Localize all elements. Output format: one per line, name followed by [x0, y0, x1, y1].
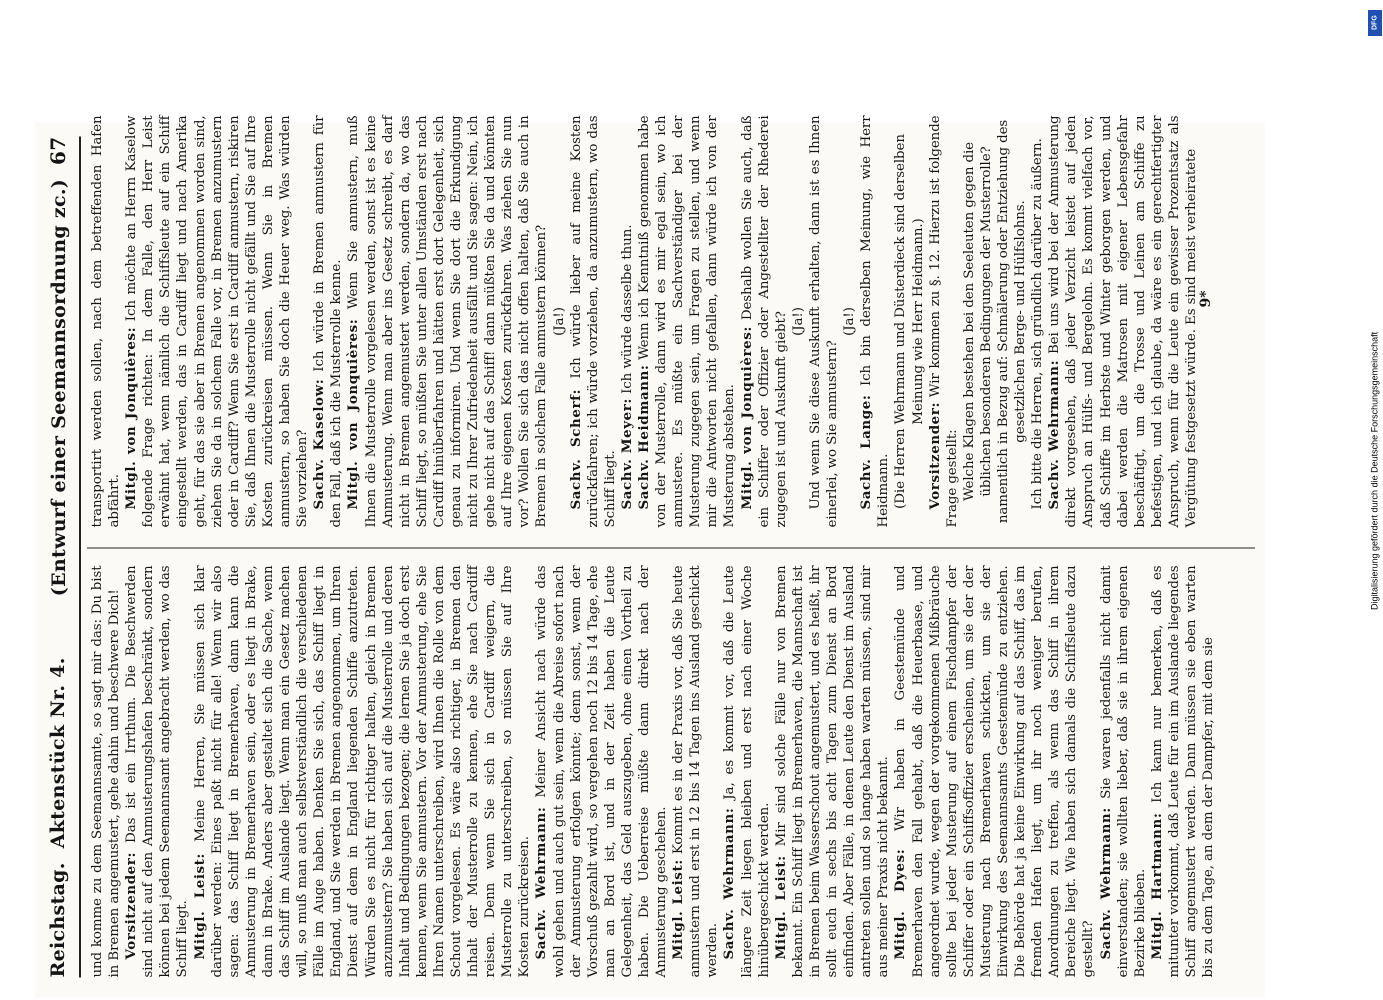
paragraph-text: Ich würde dasselbe thun.	[619, 224, 635, 399]
paragraph-text: Das ist ein Irrthum. Die Beschwerden sind nicht auf den Anmusterungshafen beschränkt, sondern können bei jedem Seemannsamt angebracht werden, wo das Schiff liegt.	[124, 565, 191, 978]
paragraph-text: Ich würde lieber auf meine Kosten zurückfahren; ich würde vorziehen, da anzumustern, wo das Schiff liegt.	[568, 115, 618, 528]
speaker-name: Mitgl. Leist:	[191, 853, 208, 960]
paragraph	[773, 566, 893, 978]
paragraph	[961, 116, 1029, 528]
paragraph-text: Wir kommen zu §. 12. Hierzu ist folgende Frage gestellt:	[927, 115, 960, 528]
page-number: 67	[46, 136, 70, 165]
credit-text: Digitalisierung gefördert durch die Deutsche Forschungsgemeinschaft	[1369, 331, 1380, 610]
header-left-title: Reichstag.	[47, 862, 69, 978]
paragraph	[807, 116, 841, 528]
paragraph-text: (Die Herren Wehrmann und Düsterdieck sind derselben Meinung wie Herr Heidmann.)	[893, 134, 926, 509]
speaker-name: Sachv. Wehrmann:	[1046, 359, 1063, 510]
paragraph-text: Ich bitte die Herren, sich gründlich darüber zu äußern.	[1030, 138, 1046, 510]
paragraph-text: (Ja!)	[790, 307, 806, 336]
paragraph-text: Meine Herren, Sie müssen sich klar darüber werden: Eines paßt nicht für alle! Wenn wir also sagen: das Schiff liegt in Bremerhaven, dann kann die Anmusterung in Bremerhaven sein, oder es liegt in Brake, dann in Brake. Anders aber gestaltet sich die Sache, wenn das Schiff im Auslande liegt. Wenn man ein Gesetz machen will, so muß man auch selbstverständlich die verschiedenen Fälle im Auge haben. Denken Sie sich, das Schiff liegt in England, und Sie werden in Bremen angenommen, um Ihren Dienst auf dem in England liegenden Schiffe anzutreten. Würden Sie es nicht für richtiger halten, gleich in Bremen anzumustern? Sie haben sich auf die Musterrolle und deren Inhalt und Bedingungen bezogen; die lernen Sie ja doch erst kennen, wenn Sie anmustern. Vor der Anmusterung, ehe Sie Ihren Namen unterschreiben, wird Ihnen die Rolle von dem Schout vorgelesen. Es wäre also richtiger, in Bremen den Inhalt der Musterrolle zu kennen, ehe Sie nach Cardiff reisen. Denn wenn Sie sich in Cardiff weigern, die Musterrolle zu unterschreiben, so müssen Sie auf Ihre Kosten zurückreisen.	[192, 565, 533, 978]
paragraph-text: Sie waren jedenfalls nicht damit einverstanden; sie wollten lieber, daß sie in ihrem eigenen Bezirke blieben.	[1098, 565, 1148, 978]
credit-strip	[1368, 0, 1383, 1000]
page-header	[41, 137, 75, 978]
paragraph-text: Ich möchte an Herrn Kaselow folgende Frage richten: In dem Falle, den Herr Leist erwähnt hat, wenn nämlich die Schiffsleute auf ein Schiff eingestellt werden, das in Cardiff liegt und nach Amerika geht, für das sie aber in Bremen angenommen worden sind, ziehen Sie da in solchem Falle vor, in Bremen anzumustern oder in Cardiff? Wenn Sie erst in Cardiff anmustern, riskiren Sie, daß Ihnen die Musterrolle nicht gefällt und Sie auf Ihre Kosten zurückreisen müssen. Wenn Sie in Bremen anmustern, so haben Sie doch die Heuer weg. Was würden Sie vorziehen?	[124, 115, 311, 528]
paragraph-text: Ich bin derselben Meinung, wie Herr Heidmann.	[859, 115, 892, 528]
speaker-name: Mitgl. Leist:	[670, 859, 687, 960]
paragraph-text: Und wenn Sie diese Auskunft erhalten, dann ist es Ihnen einerlei, wo Sie anmustern?	[807, 115, 841, 528]
paragraph	[123, 116, 311, 528]
left-column	[89, 566, 1217, 978]
paragraph	[192, 566, 534, 978]
paragraph	[551, 116, 568, 528]
paragraph	[927, 116, 961, 528]
speaker-name: Sachv. Scherf:	[567, 388, 584, 510]
paragraph	[533, 566, 670, 978]
paragraph	[345, 116, 550, 528]
paragraph	[311, 116, 345, 528]
paragraph	[739, 116, 790, 528]
speaker-name: Sachv. Wehrmann:	[721, 807, 738, 960]
paragraph-text: Kommt es in der Praxis vor, daß Sie heute anmustern und erst in 12 bis 14 Tagen ins Ausland geschickt werden.	[671, 565, 721, 978]
paragraph-text: Deshalb wollen Sie auch, daß ein Schiffer oder Offizier oder Angestellter der Rhederei zugegen ist und Auskunft giebt?	[739, 115, 789, 528]
header-right-title: (Entwurf einer Seemannsordnung zc.)	[48, 178, 70, 597]
paragraph	[89, 116, 123, 528]
speaker-name: Sachv. Kaselow:	[311, 378, 328, 510]
speaker-name: Sachv. Heidmann:	[636, 364, 652, 510]
dfg-logo: DFG	[1368, 10, 1382, 36]
paragraph-text: Wir haben in Geestemünde und Bremerhaven den Fall gehabt, daß die Heuerbaase, und angeordnet wurde, wegen der vorgekommenen Mißbräuche sollte bei jeder Musterung auf einem Fischdampfer der Schiffer oder ein Schiffsoffizier erscheinen, um sie der der Musterung nach Bremerhaven schickten, um sie der Einwirkung des Seemannsamts Geestemünde zu entziehen. Die Behörde hat ja keine Einwirkung auf das Schiff, das im fremden Hafen liegt, um ihr noch weniger berufen, Anordnungen zu treffen, als wenn das Schiff in ihrem Bereiche liegt. Wie haben sich damals die Schiffsleute dazu gestellt?	[893, 565, 1097, 978]
speaker-name: Mitgl. Dyes:	[892, 848, 909, 960]
speaker-name: Mitgl. Hartmann:	[1148, 812, 1165, 960]
speaker-name: Sachv. Lange:	[858, 394, 875, 510]
paragraph-text: (Ja!)	[551, 307, 567, 336]
paragraph-text: Mir sind solche Fälle nur von Bremen bekannt. Ein Schiff liegt in Bremerhaven, die Mannschaft ist in Bremen beim Wasserschout angemustert, und es heißt, ihr sollt euch in sechs bis acht Tagen zum Dienst an Bord einfinden. Aber Fälle, in denen Leute den Dienst im Ausland antreten sollen und so lange haben warten müssen, sind mir aus meiner Praxis nicht bekannt.	[773, 565, 892, 978]
paragraph	[636, 116, 739, 528]
speaker-name: Sachv. Wehrmann:	[533, 806, 550, 960]
speaker-name: Mitgl. von Jonquières:	[123, 326, 140, 510]
paragraph	[1149, 566, 1217, 978]
speaker-name: Vorsitzender:	[926, 402, 943, 510]
paragraph	[1029, 116, 1046, 528]
speaker-name: Mitgl. von Jonquières:	[738, 326, 755, 510]
paragraph-text: Ja, es kommt vor, daß die Leute längere Zeit liegen bleiben und erst nach einer Woche hinübergeschickt werden.	[722, 565, 772, 978]
paragraph-text: Wenn Sie anmustern, muß Ihnen die Musterrolle vorgelesen werden, sonst ist es keine Anmusterung. Wenn man aber ins Gesetz schreibt, es darf nicht in Bremen angemustert werden, sondern da, wo das Schiff liegt, so müßten Sie unter allen Umständen erst nach Cardiff hinüberfahren und hätten erst dort Gelegenheit, sich genau zu informiren. Und wenn Sie dort die Erkundigung nicht zu Ihrer Zufriedenheit ausfällt und Sie sagen: Nein, ich gehe nicht auf das Schiff! dann müßten Sie da und könnten auf Ihre eigenen Kosten zurückfahren. Was ziehen Sie nun vor? Wollen Sie sich das nicht offen halten, daß Sie auch in Bremen in solchem Falle anmustern können?	[346, 115, 550, 528]
paragraph	[721, 566, 772, 978]
speaker-name: Mitgl. Leist:	[772, 855, 789, 960]
paragraph	[670, 566, 721, 978]
paragraph	[89, 566, 123, 978]
paragraph	[1046, 116, 1200, 528]
paragraph-text: Welche Klagen bestehen bei den Seeleuten gegen die üblichen besonderen Bedingungen der Musterrolle? namentlich in Bezug auf: Schmälerung oder Entziehung des gesetzlichen Berge- und Hülfslohns.	[961, 119, 1029, 524]
paragraph	[892, 116, 926, 528]
speaker-name: Sachv. Meyer:	[618, 398, 635, 510]
signature-mark: 9*	[1198, 290, 1214, 308]
speaker-name: Sachv. Wehrmann:	[1097, 807, 1114, 960]
paragraph-text: Meiner Ansicht nach würde das wohl gehen und auch gut sein, wenn die Abreise sofort nach der Anmusterung erfolgen könnte; denn sonst, wenn der Vorschuß gezahlt wird, so vergehen noch 12 bis 14 Tage, ehe man an Bord ist, und in der Zeit haben die Leute Gelegenheit, das Geld auszugeben, ohne einen Vortheil zu haben. Die Ueberreise müßte dann direkt nach der Anmusterung geschehen.	[534, 565, 670, 978]
scanned-page	[35, 115, 1265, 998]
header-rule	[79, 137, 81, 978]
paragraph-text: Wenn ich Kenntniß genommen habe von der Musterrolle, dann wird es mir egal sein, wo ich anmustere. Es müßte ein Sachverständiger bei der Musterung zugegen sein, um Fragen zu stellen, und wenn mir die Antworten nicht gefallen, dann würde ich von der Musterung abstehen.	[637, 115, 738, 528]
paragraph	[619, 116, 636, 528]
paragraph	[892, 566, 1097, 978]
speaker-name: Vorsitzender:	[123, 852, 140, 960]
paragraph-text: Ich würde in Bremen anmustern für den Fall, daß ich die Musterrolle kenne.	[312, 115, 345, 528]
paragraph	[841, 116, 858, 528]
paragraph	[568, 116, 619, 528]
paragraph-text: Ich kann nur bemerken, daß es mitunter vorkommt, daß Leute für ein im Auslande liegendes Schiff angemustert werden. Dann müssen sie eben warten bis zu dem Tage, an dem der Dampfer, mit dem sie	[1149, 565, 1217, 978]
paragraph-text: (Ja!)	[842, 307, 858, 336]
paragraph	[790, 116, 807, 528]
paragraph-text: Bei uns wird bei der Anmusterung direkt vorgesehen, daß jeder Verzicht leistet auf jeden Anspruch an Hülfs- und Bergelohn. Es kommt vielfach vor, daß Schiffe im Herbste und Winter geborgen werden, und dabei werden die Matrosen mit eigener Lebensgefahr beschäftigt, um die Trosse und Leinen am Schiffe zu befestigen, und ich glaube, da wäre es ein gerechtfertigter Anspruch, wenn für die Leute ein gewisser Prozentsatz als Vergütung festgesetzt würde. Es sind meist verheiratete	[1047, 115, 1199, 528]
speaker-name: Mitgl. von Jonquières:	[345, 318, 362, 510]
right-column	[89, 116, 1200, 528]
paragraph-text: und komme zu dem Seemannsamte, so sagt mir das: Du bist in Bremen angemustert, gehe dahin und beschwere Dich!	[90, 565, 123, 978]
paragraph	[1098, 566, 1149, 978]
paragraph	[123, 566, 191, 978]
header-left-subtitle: Aktenstück Nr. 4.	[47, 657, 69, 849]
paragraph-text: transportirt werden sollen, nach dem betreffenden Hafen abfährt.	[90, 115, 123, 528]
column-divider	[87, 548, 1255, 549]
paragraph	[858, 116, 892, 528]
